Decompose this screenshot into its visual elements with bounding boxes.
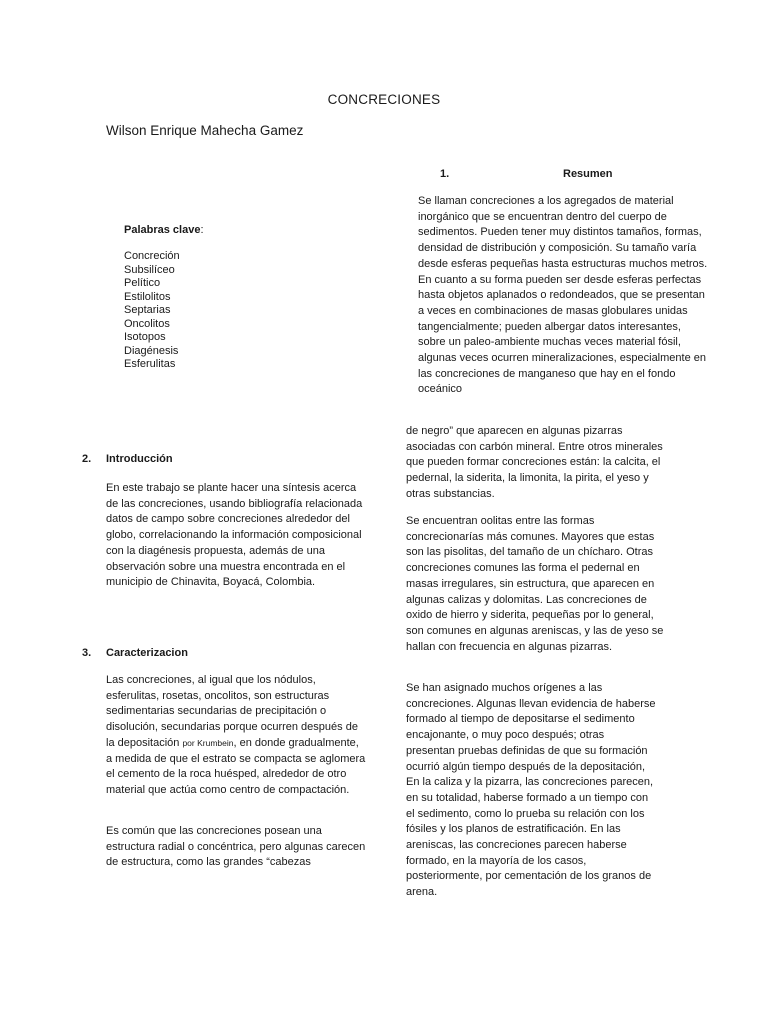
keyword-item: Esferulitas [124,358,176,370]
keyword-item: Pelítico [124,277,161,289]
caracterizacion-number: 3. [82,647,92,659]
introduccion-heading: Introducción [106,453,173,465]
keyword-item: Estilolitos [124,290,171,303]
keywords-heading [124,224,204,236]
keyword-item: Septarias [124,304,171,316]
keyword-item: Concreción [124,250,180,262]
caracterizacion-paragraph-2: Es común que las concreciones posean una estructura radial o concéntrica, pero algunas carecen de estructura, como las grandes “cabezas [106,825,366,869]
caracterizacion-heading: Caracterizacion [106,647,188,659]
caracterizacion-p1-text-cont: , en donde gradualmente, a medida de que el estrato se compacta se aglomera el cemento de la roca huésped, alrededor de otro material que actúa como centro de compactación. [106,736,366,796]
introduccion-body: En este trabajo se plante hacer una síntesis acerca de las concreciones, usando bibliografía relacionada datos de campo sobre concreciones alrededor del globo, correlacionando la información composicional con la diagénesis propuesta, además de una observación sobre una muestra encontrada en el municipio de Chinavita, Boyacá, Colombia. [106,482,363,589]
resumen-body: Se llaman concreciones a los agregados de material inorgánico que se encuentran dentro del cuerpo de sedimentos. Pueden tener muy distintos tamaños, formas, densidad de distribución y composición. Su tamaño varía desde esferas pequeñas hasta estructuras muchos metros. En cuanto a su forma pueden ser desde esferas perfectas hasta objetos aplanados o redondeados, que se presentan a veces en combinaciones de masas globulares unidas tangencialmente; pueden albergar datos interesantes, sobre un paleo-ambiente muchas veces material fósil, algunas veces ocurren mineralizaciones, especialmente en las concreciones de manganeso que hay en el fondo oceánico [418,195,708,396]
keywords-list [124,250,180,372]
keyword-item: Diagénesis [124,344,179,357]
keyword-item: Subsilíceo [124,263,175,276]
author-name: Wilson Enrique Mahecha Gamez [106,123,304,138]
document-title: CONCRECIONES [327,92,441,107]
keyword-item: Isotopos [124,331,166,343]
keywords-heading-colon: : [200,224,204,236]
introduccion-number: 2. [82,453,92,465]
resumen-number: 1. [440,168,450,180]
right-paragraph-2: Se encuentran oolitas entre las formas concrecionarías más comunes. Mayores que estas son las pisolitas, del tamaño de un chícharo. Otras concreciones comunes las forma el pedernal en masas irregulares, sin estructura, que aparecen en algunas calizas y dolomitas. Las concreciones de oxido de hierro y siderita, pequeñas por lo general, son comunes en algunas areniscas, y las de yeso se hallan con frecuencia en algunas pizarras. [406,515,664,653]
keywords-heading-label: Palabras clave [124,224,201,236]
right-paragraph-3: Se han asignado muchos orígenes a las concreciones. Algunas llevan evidencia de haberse formado al tiempo de depositarse el sedimento encajonante, o muy poco después; otras presentan pruebas definidas de que su formación ocurrió algún tiempo después de la depositación, En la caliza y la pizarra, las concreciones parecen, en su totalidad, haberse formado a un tiempo con el sedimento, como lo prueba su relación con los fósiles y los planos de estratificación. En las areniscas, las concreciones parecen haberse formado, en la mayoría de los casos, posteriormente, por cementación de los granos de arena. [406,682,656,899]
keyword-item: Oncolitos [124,317,170,330]
caracterizacion-p1-text: Las concreciones, al igual que los nódulos, esferulitas, rosetas, oncolitos, son estructuras sedimentarias secundarias de precipitación o disolución, secundarias porque ocurren después de la depositación [106,674,358,749]
resumen-heading: Resumen [563,168,613,180]
caracterizacion-paragraph-1 [106,673,368,799]
right-paragraph-1: de negro” que aparecen en algunas pizarras asociadas con carbón mineral. Entre otros minerales que pueden formar concreciones están: la calcita, el pedernal, la siderita, la limonita, la pirita, el yeso y otras substancias. [406,425,663,500]
citation-krumbein: por Krumbein [182,737,234,748]
